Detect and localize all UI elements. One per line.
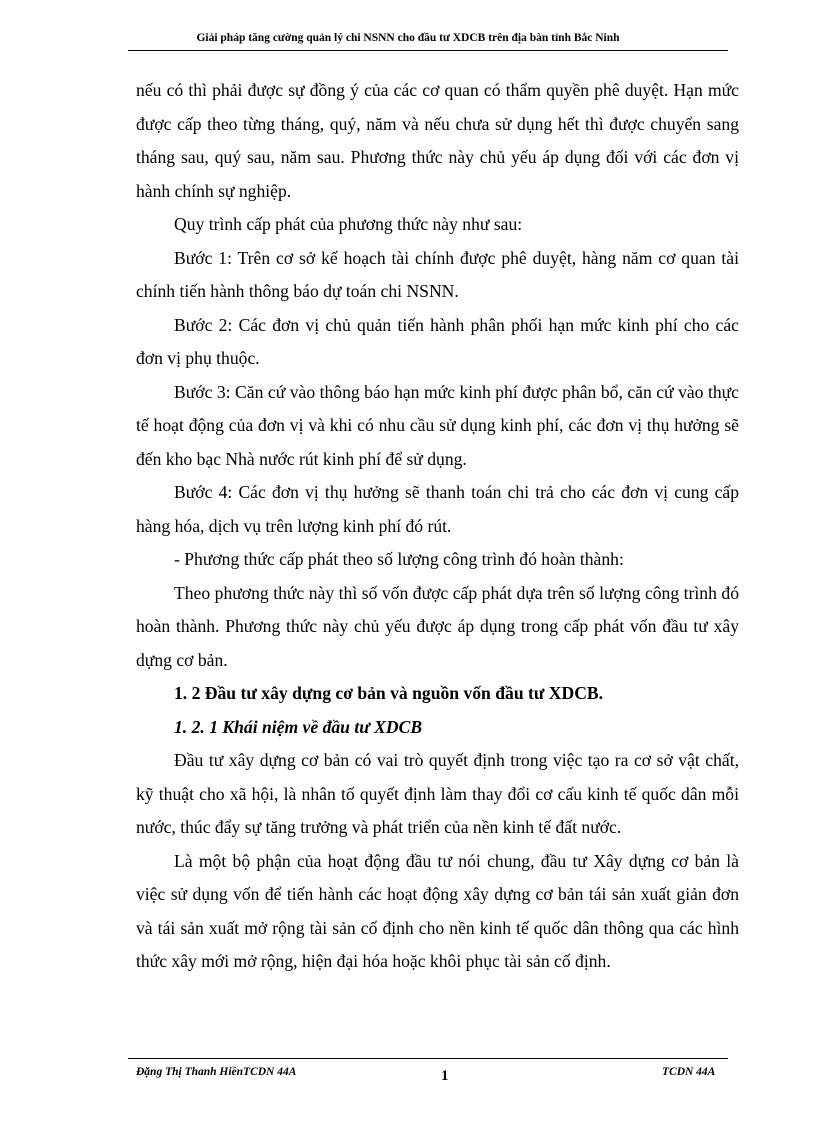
footer-author: Đặng Thị Thanh HiềnTCDN 44A (136, 1066, 297, 1078)
document-body (136, 74, 739, 979)
paragraph: Theo phương thức này thì số vốn được cấp phát dựa trên số lượng công trình đó hoàn thành. Phương thức này chủ yếu được áp dụng trong cấp phát vốn đầu tư xây dựng cơ bản. (136, 582, 739, 670)
header-rule (128, 50, 728, 51)
paragraph-step-2: Bước 2: Các đơn vị chủ quản tiến hành phân phối hạn mức kinh phí cho các đơn vị phụ thuộc. (136, 314, 739, 368)
paragraph: nếu có thì phải được sự đồng ý của các cơ quan có thẩm quyền phê duyệt. Hạn mức được cấp theo từng tháng, quý, năm và nếu chưa sử dụng hết thì được chuyển sang tháng sau, quý sau, năm sau. Phương thức này chủ yếu áp dụng đối với các đơn vị hành chính sự nghiệp. (136, 80, 739, 201)
paragraph-bullet: - Phương thức cấp phát theo số lượng công trình đó hoàn thành: (174, 549, 624, 569)
page-number: 1 (441, 1068, 449, 1084)
subsection-heading: 1. 2. 1 Khái niệm về đầu tư XDCB (174, 716, 423, 737)
page-header: Giải pháp tăng cường quản lý chi NSNN cho đầu tư XDCB trên địa bàn tỉnh Bắc Ninh (196, 32, 620, 44)
paragraph: Là một bộ phận của hoạt động đầu tư nói chung, đầu tư Xây dựng cơ bản là việc sử dụng vốn để tiến hành các hoạt động xây dựng cơ bản tái sản xuất giản đơn và tái sản xuất mở rộng tài sản cố định cho nền kinh tế quốc dân thông qua các hình thức xây mới mở rộng, hiện đại hóa hoặc khôi phục tài sản cố định. (136, 850, 739, 971)
paragraph-step-4: Bước 4: Các đơn vị thụ hưởng sẽ thanh toán chi trả cho các đơn vị cung cấp hàng hóa, dịch vụ trên lượng kinh phí đó rút. (136, 482, 739, 536)
paragraph: Quy trình cấp phát của phương thức này như sau: (174, 214, 523, 234)
footer-right-label: TCDN 44A (662, 1066, 716, 1078)
section-heading: 1. 2 Đầu tư xây dựng cơ bản và nguồn vốn đầu tư XDCB. (174, 683, 604, 703)
paragraph-step-1: Bước 1: Trên cơ sở kế hoạch tài chính được phê duyệt, hàng năm cơ quan tài chính tiến hành thông báo dự toán chi NSNN. (136, 247, 739, 301)
footer-rule (128, 1058, 728, 1059)
paragraph: Đầu tư xây dựng cơ bản có vai trò quyết định trong việc tạo ra cơ sở vật chất, kỹ thuật cho xã hội, là nhân tố quyết định làm thay đổi cơ cấu kinh tế quốc dân mỗi nước, thúc đẩy sự tăng trưởng và phát triển của nền kinh tế đất nước. (136, 750, 739, 837)
paragraph-step-3: Bước 3: Căn cứ vào thông báo hạn mức kinh phí được phân bổ, căn cứ vào thực tế hoạt động của đơn vị và khi có nhu cầu sử dụng kinh phí, các đơn vị thụ hưởng sẽ đến kho bạc Nhà nước rút kinh phí để sử dụng. (136, 381, 739, 469)
